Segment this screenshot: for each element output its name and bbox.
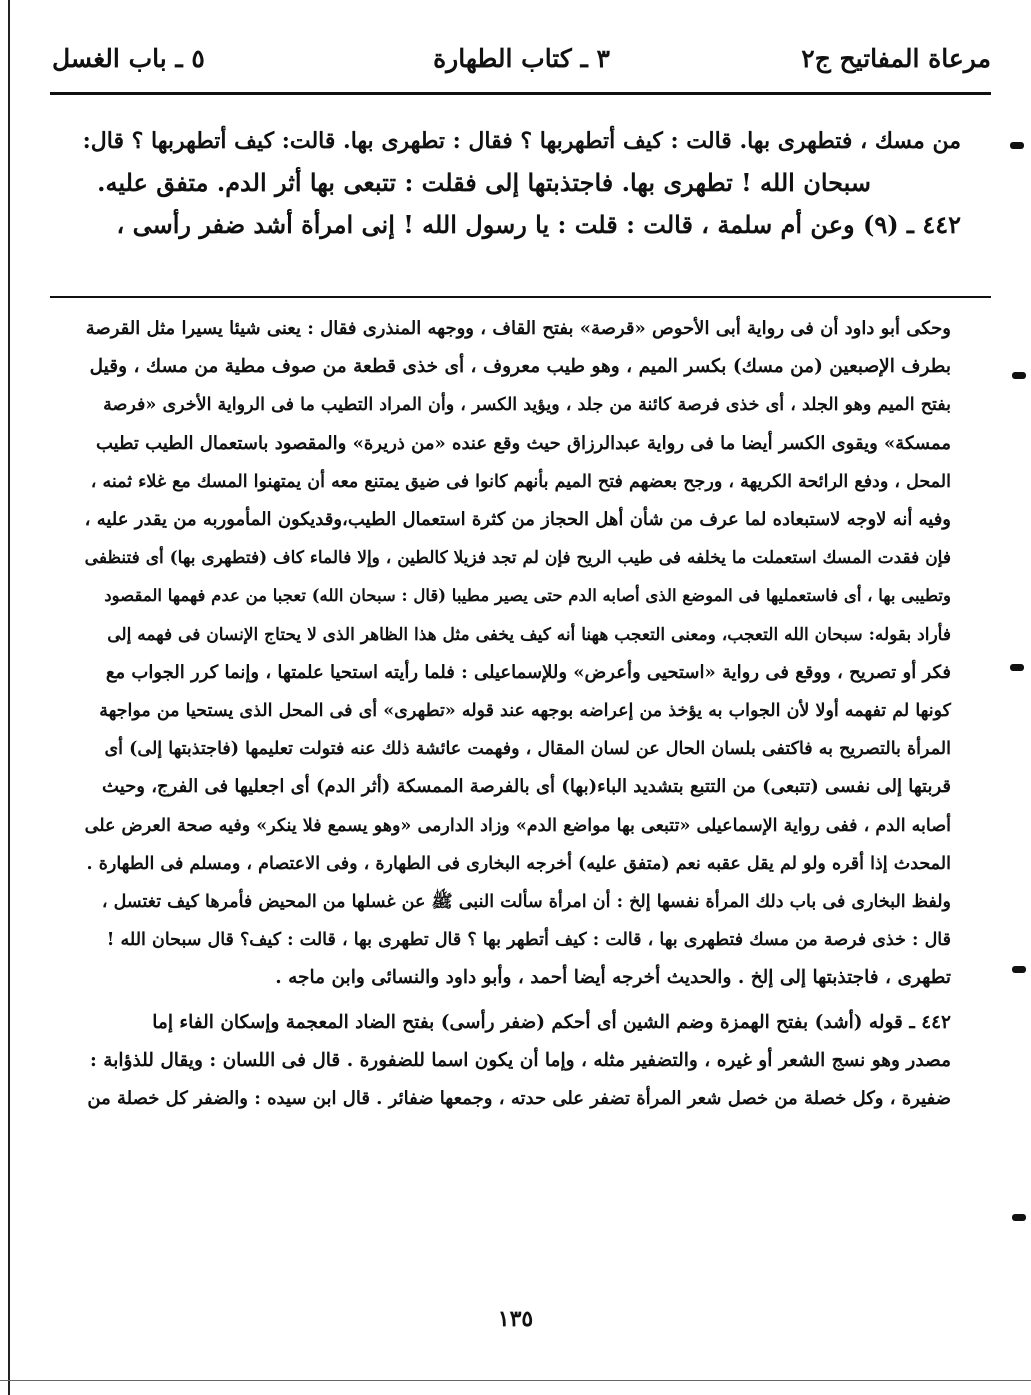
margin-mark bbox=[1012, 966, 1026, 973]
header-book-title: مرعاة المفاتيح ج٢ bbox=[801, 44, 991, 73]
hadith-text bbox=[72, 120, 961, 246]
commentary-line: المحدث إذا أقره ولو لم يقل عقبه نعم (متفق عليه) أخرجه البخارى فى الطهارة ، وفى الاعتصام ، ومسلم فى الطهارة . bbox=[86, 853, 951, 874]
commentary-line: تطهرى ، فاجتذبتها إلى إلخ . والحديث أخرجه أيضا أحمد ، وأبو داود والنسائى وابن ماجه . bbox=[275, 967, 951, 989]
commentary-line: ٤٤٢ ـ قوله (أشد) بفتح الهمزة وضم الشين أى أحكم (ضفر رأسى) بفتح الضاد المعجمة وإسكان الفاء إما bbox=[152, 1011, 951, 1033]
commentary-line: وفيه أنه لاوجه لاستبعاده لما عرف من شأن أهل الحجاز من كثرة استعمال الطيب،وقديكون المأموربه من يقدر عليه ، bbox=[84, 509, 951, 531]
commentary-line: أصابه الدم ، ففى رواية الإسماعيلى «تتبعى بها مواضع الدم» وزاد الدارمى «وهو يسمع فلا ينكر» وفيه صحة العرض على bbox=[84, 815, 951, 836]
commentary-line: وتطيبى بها ، أى فاستعمليها فى الموضع الذى أصابه الدم حتى يصير مطيبا (قال : سبحان الله) تعجبا من عدم فهمها المقصود bbox=[104, 586, 951, 606]
commentary-line: مصدر وهو نسج الشعر أو غيره ، والتضفير مثله ، وإما أن يكون اسما للضفورة . قال فى اللسان : ويقال للذؤابة : bbox=[90, 1049, 951, 1071]
commentary-line: كونها لم تفهمه أولا لأن الجواب به يؤخذ من إعراضه بوجهه عند قوله «تطهرى» أى فى المحل الذى يستحيا من مواجهة bbox=[99, 701, 951, 722]
header-section-title: ٥ ـ باب الغسل bbox=[52, 44, 205, 73]
commentary-line: المحل ، ودفع الرائحة الكريهة ، ورجح بعضهم فتح الميم بأنهم كانوا فى ضيق يمتنع معه أن يمتهنوا المسك مع غلاء ثمنه ، bbox=[90, 471, 951, 492]
page-bottom-edge bbox=[0, 1380, 1031, 1381]
page-number: ١٣٥ bbox=[497, 1306, 534, 1332]
header-chapter-title: ٣ ـ كتاب الطهارة bbox=[433, 44, 610, 73]
hadith-line: ٤٤٢ ـ (٩) وعن أم سلمة ، قالت : قلت : يا رسول الله ! إنى امرأة أشد ضفر رأسى ، bbox=[116, 210, 961, 239]
page-edge-line bbox=[8, 0, 10, 1395]
margin-mark bbox=[1010, 142, 1024, 149]
commentary-line: فإن فقدت المسك استعملت ما يخلفه فى طيب الريح فإن لم تجد فزيلا كالطين ، وإلا فالماء كاف (فتطهرى بها) أى فتنظفى bbox=[84, 548, 951, 569]
hadith-line: سبحان الله ! تطهرى بها. فاجتذبتها إلى فقلت : تتبعى بها أثر الدم. متفق عليه. bbox=[97, 168, 871, 197]
commentary-line: قال : خذى فرصة من مسك فتطهرى بها ، قالت : كيف أتطهر بها ؟ قال تطهرى بها ، قالت : كيف؟ قال سبحان الله ! bbox=[106, 930, 951, 951]
hadith-line: من مسك ، فتطهرى بها. قالت : كيف أتطهربها ؟ فقال : تطهرى بها. قالت: كيف أتطهربها ؟ قال: bbox=[82, 128, 961, 154]
commentary-text bbox=[85, 310, 951, 1118]
commentary-line: ممسكة» ويقوى الكسر أيضا ما فى رواية عبدالرزاق حيث وقع عنده «من ذريرة» والمقصود باستعمال الطيب تطيب bbox=[96, 432, 951, 454]
commentary-line: بفتح الميم وهو الجلد ، أى خذى فرصة كائنة من جلد ، ويؤيد الكسر ، وأن المراد التطيب ما فى الرواية الأخرى «فرصة bbox=[103, 395, 951, 416]
commentary-line: ولفظ البخارى فى باب دلك المرأة نفسها إلخ : أن امرأة سألت النبى ﷺ عن غسلها من المحيض فأمرها كيف تغتسل ، bbox=[101, 892, 951, 913]
running-header bbox=[52, 44, 991, 84]
commentary-line: ضفيرة ، وكل خصلة من خصل شعر المرأة تضفر على حدته ، وجمعها ضفائر . قال ابن سيده : والضفر كل خصلة من bbox=[87, 1088, 951, 1110]
commentary-line: المرأة بالتصريح به فاكتفى بلسان الحال عن لسان المقال ، وفهمت عائشة ذلك عنه فتولت تعليمها (فاجتذبتها إلى) أى bbox=[104, 739, 951, 760]
margin-mark bbox=[1012, 372, 1026, 379]
commentary-line: فكر أو تصريح ، ووقع فى رواية «استحيى وأعرض» وللإسماعيلى : فلما رأيته استحيا علمتها ، وإنما كرر الجواب مع bbox=[105, 661, 951, 683]
margin-mark bbox=[1010, 664, 1024, 671]
commentary-line: وحكى أبو داود أن فى رواية أبى الأحوص «قرصة» بفتح القاف ، ووجهه المنذرى فقال : يعنى شيئا يسيرا مثل القرصة bbox=[85, 318, 951, 339]
commentary-line: فأراد بقوله: سبحان الله التعجب، ومعنى التعجب ههنا أنه كيف يخفى مثل هذا الظاهر الذى لا يحتاج الإنسان فى فهمه إلى bbox=[107, 624, 951, 645]
margin-mark bbox=[1012, 1214, 1026, 1221]
header-rule bbox=[50, 92, 991, 95]
commentary-line: قربتها إلى نفسى (تتبعى) من التتبع بتشديد الباء(بها) أى بالفرصة الممسكة (أثر الدم) أى اجعليها فى الفرج، وحيث bbox=[102, 776, 951, 798]
footnote-divider bbox=[50, 296, 991, 298]
commentary-line: بطرف الإصبعين (من مسك) بكسر الميم ، وهو طيب معروف ، أى خذى قطعة من صوف مطية من مسك ، وقيل bbox=[89, 356, 951, 378]
